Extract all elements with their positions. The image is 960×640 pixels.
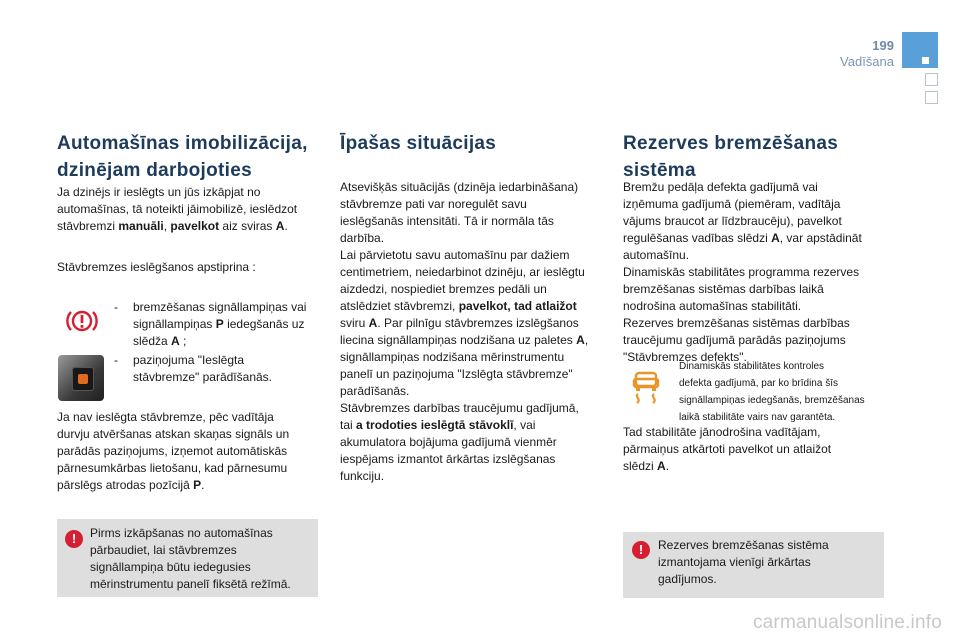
bold-term: A xyxy=(576,333,585,347)
title-line: dzinējam darbojoties xyxy=(57,160,252,181)
title-line: Rezerves bremzēšanas xyxy=(623,133,839,154)
text-fragment: ; xyxy=(179,334,187,348)
list-dash: - xyxy=(114,353,118,367)
warning-box xyxy=(57,519,318,597)
text-line: Ja nav ieslēgta stāvbremze, pēc vadītāja xyxy=(57,410,274,424)
text-line: iespējams izmantot ārkārtas izslēgšanas xyxy=(340,452,556,466)
intro-paragraph xyxy=(57,184,319,235)
warning-text xyxy=(90,525,312,593)
text-line: slēdža xyxy=(133,334,172,348)
list-item-text xyxy=(133,352,323,386)
text-line: mērinstrumentu panelī fiksētā režīmā. xyxy=(90,577,291,591)
switch-led xyxy=(78,374,88,384)
chapter-tab xyxy=(902,32,938,68)
bold-term: P xyxy=(215,317,224,331)
text-line: Lai pārvietotu savu automašīnu par dažiem xyxy=(340,248,570,262)
text-line: Rezerves bremzēšanas sistēma xyxy=(658,538,829,552)
text-line: durvju atvēršanas atskan skaņas signāls un xyxy=(57,427,290,441)
list-item xyxy=(114,299,324,359)
bold-term: A xyxy=(275,219,285,233)
column-immobilization xyxy=(57,130,319,235)
text-line: vājums braucot ar līdzbraucēju), pavelkot xyxy=(623,214,842,228)
text-line: atslēdziet stāvbremzi, xyxy=(340,299,459,313)
title-line: sistēma xyxy=(623,160,696,181)
bold-term: A xyxy=(171,334,180,348)
text-fragment: , var apstādināt automašīnu. xyxy=(623,231,862,262)
text-line: defekta gadījumā, par ko brīdina šīs xyxy=(679,378,838,389)
bold-term: P xyxy=(193,478,202,492)
text-line: parādās paziņojums, izņemot automātiskās xyxy=(57,444,288,458)
text-line: sviru xyxy=(340,316,369,330)
text-line: nodrošina automašīnas stabilitāti. xyxy=(623,299,802,313)
text-line: automašīnas, tā noteikti jāimobilizē, ieslēdzot xyxy=(57,202,298,216)
text-line: parādīšanās. xyxy=(340,384,410,398)
text-line: akumulatora bojājuma gadījumā vienmēr xyxy=(340,435,557,449)
text-line: signāllampiņas xyxy=(133,317,216,331)
esp-note xyxy=(679,358,889,426)
text-line: stāvbremze pati var noregulēt savu xyxy=(340,197,527,211)
text-line: Dinamiskās stabilitātes programma rezerves xyxy=(623,265,860,279)
text-line: panelī un paziņojuma "Izslēgta stāvbremze" xyxy=(340,367,573,381)
bold-term: a trodoties ieslēgtā stāvoklī xyxy=(356,418,514,432)
warning-icon xyxy=(65,530,83,548)
text-fragment: . xyxy=(201,478,205,492)
switch-button xyxy=(72,367,94,391)
text-fragment: iedegšanās uz xyxy=(223,317,305,331)
text-line: tai xyxy=(340,418,357,432)
text-line: gadījumos. xyxy=(658,572,717,586)
stability-control-icon xyxy=(626,367,666,407)
bold-term: manuāli xyxy=(118,219,164,233)
text-fragment: , xyxy=(163,219,171,233)
text-fragment: . xyxy=(284,219,288,233)
bold-term: pavelkot xyxy=(170,219,220,233)
warning-text xyxy=(658,537,878,588)
text-line: signāllampiņas nodzišana mērinstrumentu xyxy=(340,350,565,364)
text-line: paziņojuma "Ieslēgta xyxy=(133,353,244,367)
brake-warning-icon xyxy=(66,305,98,337)
text-line: Rezerves bremzēšanas sistēmas darbības xyxy=(623,316,850,330)
text-fragment: , xyxy=(584,333,589,347)
text-line: traucējumu gadījumā parādās paziņojums xyxy=(623,333,846,347)
bold-term: A xyxy=(771,231,780,245)
text-line: darbība. xyxy=(340,231,385,245)
list-item-text xyxy=(133,299,323,350)
text-line: funkciju. xyxy=(340,469,385,483)
section-name: Vadīšana xyxy=(840,54,894,69)
special-paragraph xyxy=(340,179,602,485)
chapter-box xyxy=(925,73,938,86)
text-line: Bremžu pedāļa defekta gadījumā vai xyxy=(623,180,818,194)
text-line: centimetriem, neiedarbinot dzinēju, ar ieslēgtu xyxy=(340,265,585,279)
warning-box xyxy=(623,532,884,598)
text-line: ieslēgšanās intensitāti. Tā ir normāla tās xyxy=(340,214,554,228)
text-line: Tad stabilitāte jānodrošina vadītājam, xyxy=(623,425,821,439)
section-title xyxy=(57,130,319,184)
column-emergency-braking xyxy=(623,130,885,184)
text-line: Ja dzinējs ir ieslēgts un jūs izkāpjat no xyxy=(57,185,261,199)
text-line: liecina signāllampiņas nodzišana uz paletes xyxy=(340,333,577,347)
text-fragment: . Par pilnīgu stāvbremzes izslēgšanos xyxy=(377,316,579,330)
chapter-tab-marker xyxy=(922,57,929,64)
text-line: regulēšanas vadības slēdzi xyxy=(623,231,772,245)
text-fragment: , vai xyxy=(513,418,536,432)
text-line: bremzēšanas signāllampiņas vai xyxy=(133,300,307,314)
text-line: stāvbremze" parādīšanās. xyxy=(133,370,272,384)
text-line: Atsevišķās situācijās (dzinēja iedarbināšana) xyxy=(340,180,579,194)
watermark: carmanualsonline.info xyxy=(752,612,942,633)
text-line: izņēmuma gadījumā (piemēram, vadītāja xyxy=(623,197,841,211)
text-line: "Stāvbremzes defekts". xyxy=(623,350,747,364)
chapter-box xyxy=(925,91,938,104)
bold-term: pavelkot, tad atlaižot xyxy=(458,299,577,313)
emergency-paragraph xyxy=(623,179,885,366)
title-line: Automašīnas imobilizācija, xyxy=(57,133,308,154)
text-line: stāvbremzi xyxy=(57,219,119,233)
text-fragment: . xyxy=(665,459,670,473)
page-number: 199 xyxy=(872,38,894,53)
text-line: Pirms izkāpšanas no automašīnas xyxy=(90,526,273,540)
section-title xyxy=(623,130,885,184)
list-item xyxy=(114,352,324,392)
text-line: pārbaudiet, lai stāvbremzes xyxy=(90,543,237,557)
text-line: pārmaiņus atkārtoti pavelkot un atlaižot xyxy=(623,442,832,456)
text-line: izmantojama vienīgi ārkārtas xyxy=(658,555,811,569)
text-line: slēdzi xyxy=(623,459,658,473)
text-line: pārslēgs atrodas pozīcijā xyxy=(57,478,194,492)
confirm-paragraph: Stāvbremzes ieslēgšanos apstiprina : xyxy=(57,260,256,274)
text-line: Stāvbremzes darbības traucējumu gadījumā, xyxy=(340,401,579,415)
text-line: aizdedzi, nospiediet bremzes pedāli un xyxy=(340,282,547,296)
bold-term: A xyxy=(657,459,666,473)
warning-icon xyxy=(632,541,650,559)
column-special-situations xyxy=(340,130,602,157)
text-fragment: aiz sviras xyxy=(219,219,276,233)
text-line: signāllampiņa būtu iedegusies xyxy=(90,560,251,574)
text-line: signāllampiņas iedegšanās, bremzēšanas xyxy=(679,395,865,406)
parking-brake-switch-image xyxy=(58,355,104,401)
driver-paragraph xyxy=(623,424,885,475)
text-line: Dinamiskās stabilitātes kontroles xyxy=(679,361,825,372)
section-title: Īpašas situācijas xyxy=(340,133,497,154)
text-line: pārnesumkārbas lietošanu, kad pārnesumu xyxy=(57,461,288,475)
text-line: bremzēšanas sistēmas darbības laikā xyxy=(623,282,824,296)
text-line: laikā stabilitāte vairs nav garantēta. xyxy=(679,412,836,423)
bold-term: A xyxy=(368,316,378,330)
note-paragraph xyxy=(57,409,319,494)
list-dash: - xyxy=(114,300,118,314)
